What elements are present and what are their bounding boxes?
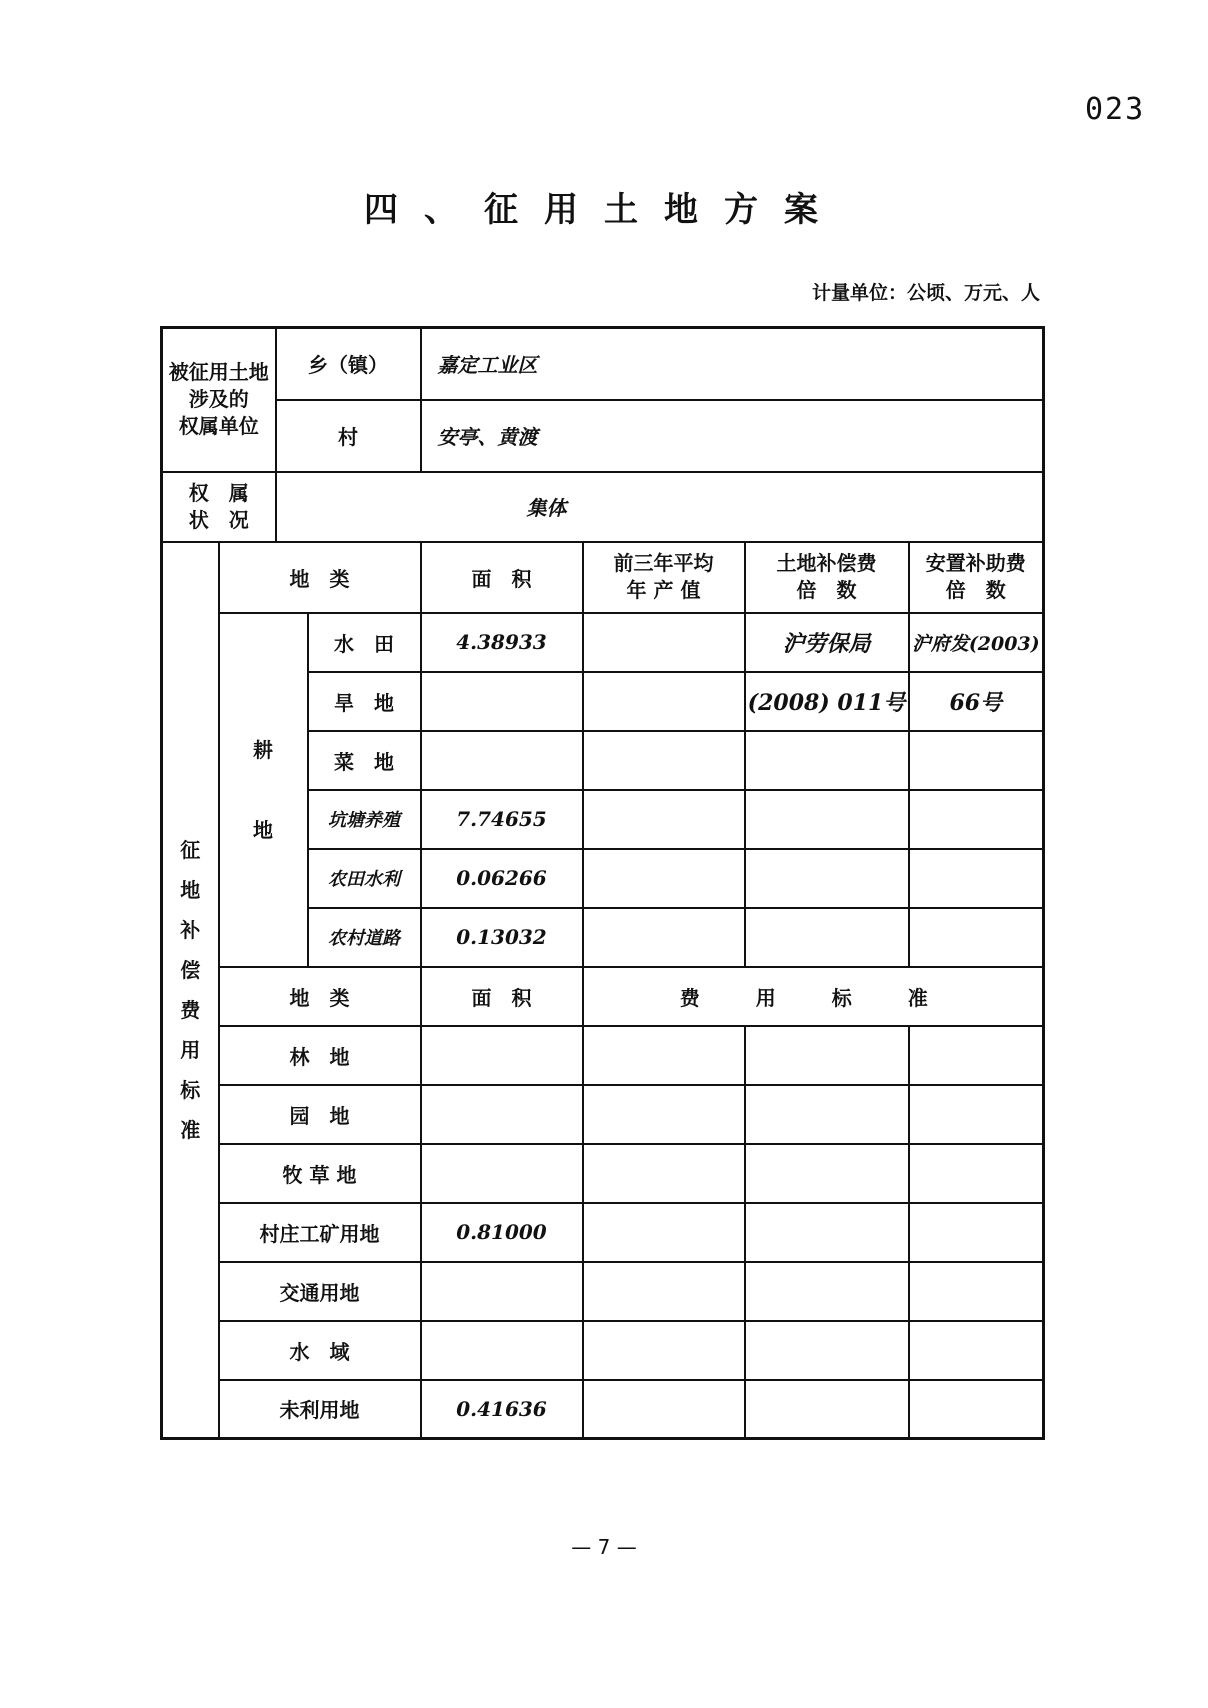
fee-cell	[745, 1144, 909, 1203]
arable-area	[421, 731, 583, 790]
fee-cell	[583, 1026, 745, 1085]
fee-cell	[745, 1380, 909, 1439]
village-value: 安亭、黄渡	[421, 400, 1044, 472]
arable-land-multiple: 沪劳保局	[745, 613, 909, 672]
arable-land-multiple	[745, 849, 909, 908]
arable-type: 旱 地	[308, 672, 421, 731]
other-land-area	[421, 1262, 583, 1321]
header-land-multiple: 土地补偿费 倍 数	[745, 542, 909, 613]
page-title: 四、征用土地方案	[364, 190, 844, 230]
other-land-type: 园 地	[219, 1085, 421, 1144]
arable-area: 7.74655	[421, 790, 583, 849]
fee-cell	[909, 1026, 1044, 1085]
arable-area	[421, 672, 583, 731]
arable-output	[583, 790, 745, 849]
fee-cell	[583, 1144, 745, 1203]
township-value: 嘉定工业区	[421, 328, 1044, 400]
fee-cell	[745, 1203, 909, 1262]
other-land-type: 水 域	[219, 1321, 421, 1380]
arable-resettle-multiple	[909, 908, 1044, 967]
header-resettle-multiple: 安置补助费 倍 数	[909, 542, 1044, 613]
arable-type: 菜 地	[308, 731, 421, 790]
other-land-type: 交通用地	[219, 1262, 421, 1321]
other-land-type: 村庄工矿用地	[219, 1203, 421, 1262]
arable-land-multiple	[745, 908, 909, 967]
fee-cell	[745, 1321, 909, 1380]
arable-resettle-multiple: 66号	[909, 672, 1044, 731]
arable-output	[583, 613, 745, 672]
arable-land-multiple	[745, 731, 909, 790]
arable-land-multiple: (2008) 011号	[745, 672, 909, 731]
arable-output	[583, 731, 745, 790]
fee-cell	[583, 1262, 745, 1321]
fee-cell	[909, 1085, 1044, 1144]
other-land-area	[421, 1085, 583, 1144]
other-land-area	[421, 1321, 583, 1380]
other-land-area: 0.41636	[421, 1380, 583, 1439]
ownership-status-label: 权 属 状 况	[162, 472, 276, 542]
ownership-status-value: 集体	[276, 472, 1044, 542]
header-avg-output: 前三年平均 年 产 值	[583, 542, 745, 613]
other-land-type: 未利用地	[219, 1380, 421, 1439]
header-land-type: 地 类	[219, 542, 421, 613]
arable-resettle-multiple	[909, 790, 1044, 849]
ownership-unit-label: 被征用土地 涉及的 权属单位	[162, 328, 276, 472]
fee-cell	[583, 1203, 745, 1262]
fee-cell	[909, 1321, 1044, 1380]
fee-cell	[909, 1144, 1044, 1203]
fee-cell	[583, 1085, 745, 1144]
arable-output	[583, 672, 745, 731]
header-area: 面 积	[421, 542, 583, 613]
arable-resettle-multiple	[909, 849, 1044, 908]
arable-label: 耕 地	[219, 613, 308, 967]
page-code: 023	[1085, 92, 1146, 127]
other-land-type: 牧 草 地	[219, 1144, 421, 1203]
unit-note: 计量单位：公顷、万元、人	[811, 282, 1040, 304]
fee-cell	[745, 1026, 909, 1085]
arable-type: 水 田	[308, 613, 421, 672]
fee-cell	[909, 1203, 1044, 1262]
arable-area: 0.13032	[421, 908, 583, 967]
fee-cell	[583, 1380, 745, 1439]
arable-resettle-multiple	[909, 731, 1044, 790]
arable-type: 农田水利	[308, 849, 421, 908]
arable-type: 坑塘养殖	[308, 790, 421, 849]
page-footer: — 7 —	[571, 1535, 637, 1559]
arable-area: 4.38933	[421, 613, 583, 672]
fee-cell	[583, 1321, 745, 1380]
other-land-type: 林 地	[219, 1026, 421, 1085]
fee-cell	[745, 1262, 909, 1321]
compensation-side-label: 征 地 补 偿 费 用 标 准	[162, 542, 219, 1439]
other-land-area	[421, 1144, 583, 1203]
township-label: 乡（镇）	[276, 328, 421, 400]
arable-output	[583, 908, 745, 967]
fee-cell	[745, 1085, 909, 1144]
other-land-area: 0.81000	[421, 1203, 583, 1262]
other-land-area	[421, 1026, 583, 1085]
fee-cell	[909, 1380, 1044, 1439]
fee-cell	[909, 1262, 1044, 1321]
header2-land-type: 地 类	[219, 967, 421, 1026]
land-requisition-table	[160, 326, 1045, 1440]
arable-area: 0.06266	[421, 849, 583, 908]
header2-area: 面 积	[421, 967, 583, 1026]
arable-output	[583, 849, 745, 908]
arable-land-multiple	[745, 790, 909, 849]
village-label: 村	[276, 400, 421, 472]
arable-type: 农村道路	[308, 908, 421, 967]
header2-fee-standard: 费 用 标 准	[583, 967, 1044, 1026]
arable-resettle-multiple: 沪府发(2003)	[909, 613, 1044, 672]
